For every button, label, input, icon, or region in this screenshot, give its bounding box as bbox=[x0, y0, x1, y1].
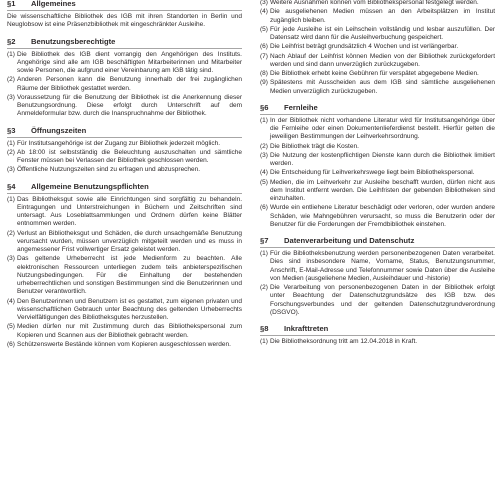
paragraph-text: Das Bibliotheksgut sowie alle Einrichtungen sind sorgfältig zu behandeln. Eintragungen und Unterstreichungen in Büchern und Zeitschriften sind untersagt. Aus Loseblattsammlungen und Ordnern dürfen keine Blätter entnommen werden. bbox=[17, 195, 242, 228]
section bbox=[7, 182, 242, 350]
paragraph-text: Die Bibliothek des IGB dient vorrangig den Angehörigen des Instituts. Angehörige sind alle am IGB beschäftigten Mitarbeiterinnen und Mitarbeiter sowie Personen, die aufgrund einer Vereinbarung am IGB tätig sind. bbox=[17, 50, 242, 74]
section bbox=[7, 0, 242, 30]
paragraph-number: (6) bbox=[7, 340, 15, 348]
paragraph-number: (8) bbox=[260, 70, 268, 77]
section-number: §4 bbox=[7, 181, 16, 191]
paragraph-number: (1) bbox=[7, 50, 15, 58]
paragraph-text: Die Entscheidung für Leihverkehrswege liegt beim Bibliothekspersonal. bbox=[270, 169, 475, 177]
section-title: Inkrafttreten bbox=[284, 324, 329, 333]
paragraph-number: (3) bbox=[7, 255, 15, 263]
paragraph bbox=[7, 166, 242, 174]
paragraph-text: Schützenswerte Bestände können vom Kopieren ausgeschlossen werden. bbox=[17, 340, 231, 348]
paragraph-number: (5) bbox=[260, 178, 268, 186]
section-number: §2 bbox=[7, 36, 16, 46]
paragraph-text: Spätestens mit Ausscheiden aus dem IGB sind sämtliche ausgeliehenen Medien unverzüglich zurückzugeben. bbox=[270, 79, 495, 95]
paragraph bbox=[7, 149, 242, 166]
paragraph bbox=[7, 230, 242, 255]
paragraph-text: Die Verarbeitung von personenbezogenen Daten in der Bibliothek erfolgt unter Beachtung der Datenschutzgrundsätze des IGB bzw. des Forschungsverbundes und der geltenden Datenschutzgrundverordnung (DSGVO). bbox=[270, 284, 495, 316]
section-title: Fernleihe bbox=[284, 102, 318, 112]
paragraph bbox=[260, 8, 495, 25]
paragraph bbox=[260, 338, 495, 346]
paragraph-text: Wurde ein entliehene Literatur beschädigt oder verloren, oder wurden andere Schäden, wie Mahngebühren verursacht, so muss die Benutzerin oder der Benutzer für die Forderungen der Fremdbibliothek einstehen. bbox=[270, 204, 495, 228]
paragraph-text: Verlust an Bibliotheksgut und Schäden, die durch unsachgemäße Benutzung verursacht wurden, müssen unverzüglich mitgeteilt werden und es muss in angemessener Frist vollwertiger Ersatz geleistet werden. bbox=[17, 229, 242, 253]
paragraph-text: Für jede Ausleihe ist ein Leihschein vollständig und lesbar auszufüllen. Der Datensatz wird dann für die Ausleihverbuchung gespeichert. bbox=[270, 25, 495, 41]
paragraph bbox=[260, 0, 495, 7]
paragraph-text: Weitere Ausnahmen können vom Bibliothekspersonal festgelegt werden. bbox=[270, 0, 479, 6]
paragraph bbox=[7, 196, 242, 229]
paragraph bbox=[7, 51, 242, 76]
paragraph-number: (2) bbox=[7, 229, 15, 237]
section-title: Öffnungszeiten bbox=[31, 125, 87, 135]
paragraph bbox=[260, 43, 495, 51]
section-number: §3 bbox=[7, 125, 16, 135]
section-heading bbox=[260, 324, 495, 336]
paragraph-text: Für Institutsangehörige ist der Zugang zur Bibliothek jederzeit möglich. bbox=[17, 139, 221, 147]
paragraph-text: Die Leihfrist beträgt grundsätzlich 4 Wochen und ist verlängerbar. bbox=[270, 43, 459, 51]
paragraph-number: (6) bbox=[260, 204, 268, 212]
paragraph-number: (4) bbox=[260, 169, 268, 177]
paragraph-number: (2) bbox=[260, 284, 268, 291]
section bbox=[7, 126, 242, 175]
paragraph-text: Die wissenschaftliche Bibliothek des IGB mit ihren Standorten in Berlin und Neuglobsow ist eine Präsenzbibliothek mit eingeschränkter Ausleihe. bbox=[7, 13, 242, 29]
paragraph bbox=[7, 140, 242, 148]
paragraph-text: Die Bibliotheksordnung tritt am 12.04.2018 in Kraft. bbox=[270, 338, 418, 345]
section-heading bbox=[7, 0, 242, 11]
paragraph-number: (3) bbox=[7, 93, 15, 101]
paragraph bbox=[260, 26, 495, 43]
section bbox=[7, 37, 242, 119]
paragraph-number: (3) bbox=[260, 0, 268, 6]
section bbox=[260, 324, 495, 346]
paragraph-number: (2) bbox=[7, 148, 15, 156]
paragraph-text: Anderen Personen kann die Benutzung innerhalb der frei zugänglichen Räume der Bibliothek gestattet werden. bbox=[17, 76, 242, 92]
paragraph-number: (3) bbox=[260, 151, 268, 159]
section-number: §8 bbox=[260, 324, 269, 333]
section bbox=[260, 236, 495, 317]
paragraph-number: (1) bbox=[7, 139, 15, 147]
paragraph bbox=[260, 152, 495, 169]
paragraph bbox=[260, 204, 495, 229]
paragraph-number: (4) bbox=[7, 297, 15, 305]
paragraph bbox=[7, 94, 242, 119]
section-title: Datenverarbeitung und Datenschutz bbox=[284, 236, 415, 245]
paragraph-text: Die Bibliothek erhebt keine Gebühren für verspätet abgegebene Medien. bbox=[270, 70, 479, 77]
paragraph bbox=[7, 298, 242, 323]
paragraph-text: Den Benutzerinnen und Benutzern ist es gestattet, zum eigenen privaten und wissenschaftlichen Gebrauch unter Beachtung des geltenden Urheberrechts Vervielfältigungen des Bibliotheksgutes herzustellen. bbox=[17, 297, 242, 321]
paragraph-number: (5) bbox=[7, 323, 15, 331]
paragraph-number: (9) bbox=[260, 79, 268, 87]
paragraph-text: In der Bibliothek nicht vorhandene Literatur wird für Institutsangehörige über die Fernleihe oder einen Dokumentenlieferdienst bestellt. Hierfür gelten die jeweiligen Bestimmungen der Leihverkehrsordnung. bbox=[270, 116, 495, 141]
paragraph-text: Öffentliche Nutzungszeiten sind zu erfragen und abzusprechen. bbox=[17, 166, 201, 174]
paragraph bbox=[7, 341, 242, 349]
right-column bbox=[260, 0, 495, 500]
section-heading bbox=[7, 182, 242, 194]
paragraph-number: (4) bbox=[260, 8, 268, 16]
paragraph bbox=[7, 13, 242, 30]
section-title: Allgemeine Benutzungspflichten bbox=[31, 181, 149, 191]
section-heading bbox=[260, 103, 495, 115]
paragraph bbox=[260, 53, 495, 70]
paragraph bbox=[7, 323, 242, 340]
paragraph-number: (1) bbox=[260, 116, 268, 124]
left-column bbox=[7, 0, 242, 500]
section-heading bbox=[7, 126, 242, 138]
paragraph-text: Medien, die im Leihverkehr zur Ausleihe beschafft wurden, dürfen nicht aus dem Institut entfernt werden. Die Leihfristen der gebenden Bibliotheken sind einzuhalten. bbox=[270, 178, 495, 202]
paragraph bbox=[260, 70, 495, 78]
paragraph-text: Voraussetzung für die Benutzung der Bibliothek ist die Anerkennung dieser Benutzungsordnung. Diese erfolgt durch Unterschrift auf dem Anmeldeformular bzw. durch die Inanspruchnahme der Bibliothek. bbox=[17, 93, 242, 118]
section bbox=[260, 0, 495, 96]
paragraph-number: (2) bbox=[260, 142, 268, 150]
paragraph-text: Die ausgeliehenen Medien müssen an den Arbeitsplätzen im Institut zugänglich bleiben. bbox=[270, 8, 495, 24]
paragraph-number: (7) bbox=[260, 52, 268, 60]
section-number: §6 bbox=[260, 102, 269, 112]
paragraph bbox=[260, 79, 495, 96]
section-number: §1 bbox=[7, 0, 16, 8]
section-title: Allgemeines bbox=[31, 0, 76, 8]
section-heading bbox=[7, 37, 242, 49]
paragraph-text: Die Nutzung der kostenpflichtigen Dienste kann durch die Bibliothek limitiert werden. bbox=[270, 151, 495, 167]
paragraph-number: (1) bbox=[260, 338, 268, 345]
paragraph-number: (1) bbox=[260, 250, 268, 257]
paragraph-number: (2) bbox=[7, 76, 15, 84]
section-title: Benutzungsberechtigte bbox=[31, 36, 116, 46]
paragraph-text: Ab 18:00 ist selbstständig die Beleuchtung auszuschalten und sämtliche Fenster müssen bei Verlassen der Bibliothek geschlossen werden. bbox=[17, 148, 242, 164]
paragraph-text: Das geltende Urheberrecht ist jede Medienform zu beachten. Alle elektronischen Ressourcen unterliegen zudem teils anbieterspezifischen Nutzungsbedingungen. Für die Einhaltung der bestehenden urheberrechtlichen und sonstigen Bestimmungen sind die Benutzerinnen und Benutzer verantwortlich. bbox=[17, 255, 242, 296]
section-number: §7 bbox=[260, 236, 269, 245]
section bbox=[260, 103, 495, 229]
paragraph bbox=[260, 169, 495, 177]
paragraph-text: Für die Bibliotheksbenutzung werden personenbezogenen Daten verarbeitet. Dies sind insbesondere Name, Vorname, Status, Benutzungsnummer, Anschrift, E-Mail-Adresse und Telefonnummer sowie Daten über die Ausleihe von Medien (ausgeliehene Medien, Ausleihdauer und -historie) bbox=[270, 250, 495, 282]
paragraph bbox=[260, 179, 495, 204]
paragraph bbox=[260, 250, 495, 283]
paragraph bbox=[260, 143, 495, 151]
paragraph-text: Nach Ablauf der Leihfrist können Medien von der Bibliothek zurückgefordert werden und sind dann unverzüglich zurückzugeben. bbox=[270, 52, 495, 68]
paragraph bbox=[260, 117, 495, 142]
paragraph-text: Medien dürfen nur mit Zustimmung durch das Bibliothekspersonal zum Kopieren und Scannen aus der Bibliothek gebracht werden. bbox=[17, 323, 242, 339]
paragraph-number: (6) bbox=[260, 43, 268, 51]
paragraph-number: (3) bbox=[7, 166, 15, 174]
section-heading bbox=[260, 236, 495, 248]
paragraph bbox=[7, 76, 242, 93]
paragraph-text: Die Bibliothek trägt die Kosten. bbox=[270, 142, 359, 150]
paragraph bbox=[7, 255, 242, 296]
paragraph-number: (5) bbox=[260, 25, 268, 33]
paragraph-number: (1) bbox=[7, 195, 15, 203]
paragraph bbox=[260, 284, 495, 317]
